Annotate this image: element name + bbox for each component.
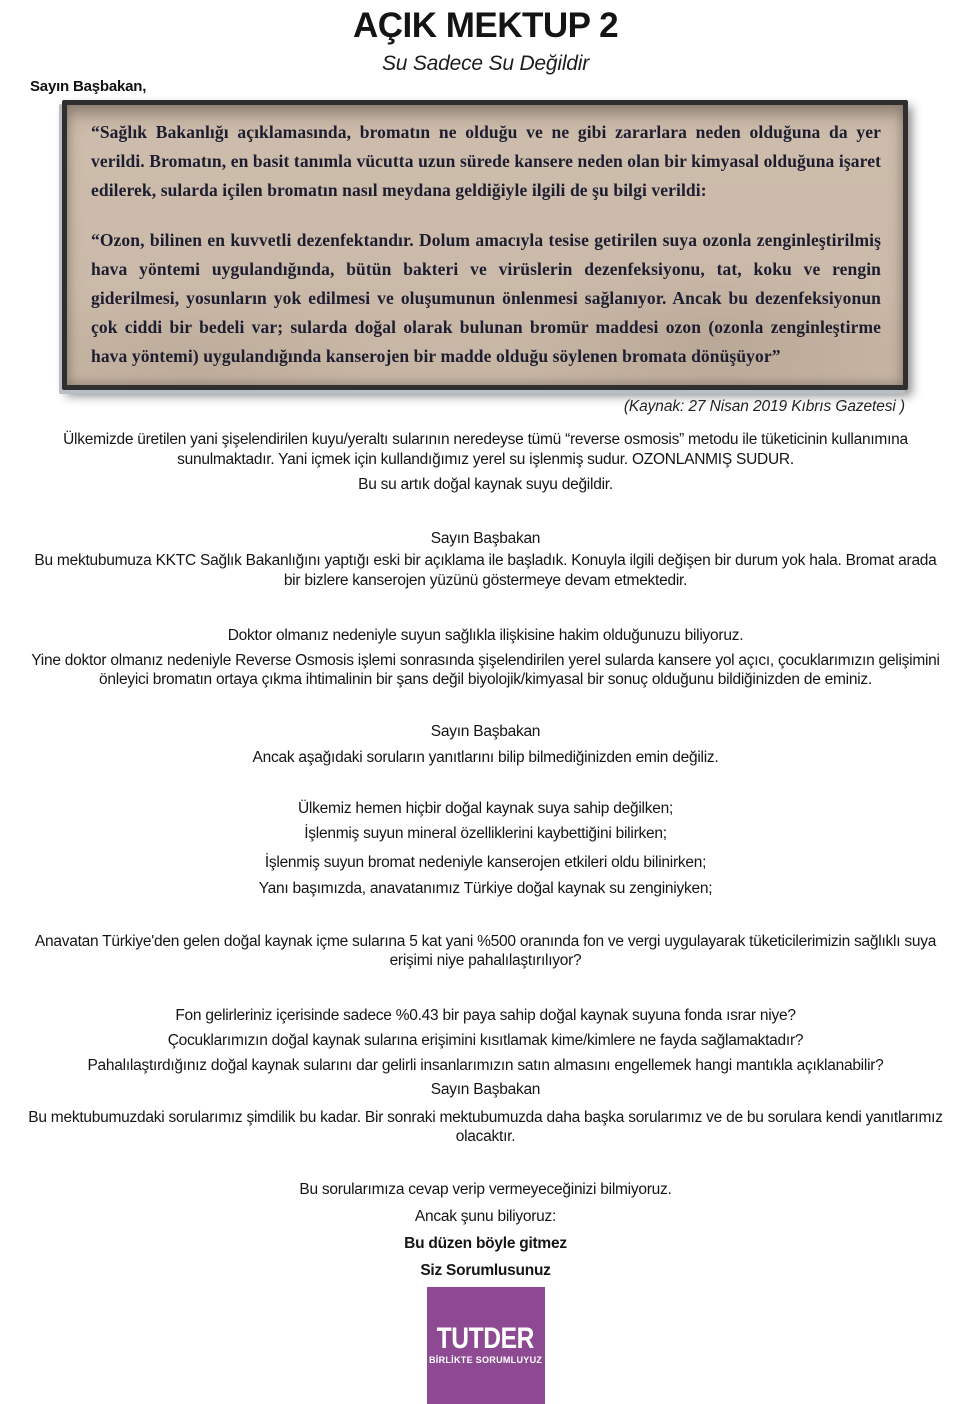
letter-paragraph: Bu su artık doğal kaynak suyu değildir. xyxy=(358,476,613,493)
letter-paragraph: Ancak aşağıdaki soruların yanıtlarını bilip bilmediğinizden emin değiliz. xyxy=(252,749,719,766)
sayin-basbakan-heading: Sayın Başbakan xyxy=(430,529,541,547)
page-subtitle: Su Sadece Su Değildir xyxy=(381,52,590,75)
letter-paragraph: Ülkemizde üretilen yani şişelendirilen kuyu/yeraltı sularının neredeyse tümü “reverse osmosis” metodu ile tüketicinin kullanımına sunulmaktadır. Yani içmek için kullandığımız yerel su işlenmiş sudur. OZONLANMIŞ SUDUR. xyxy=(63,431,908,468)
tutder-logo-tagline: BİRLİKTE SORUMLUYUZ xyxy=(428,1354,543,1366)
letter-paragraph: Ülkemiz hemen hiçbir doğal kaynak suya sahip değilken; xyxy=(297,799,674,817)
tutder-logo-text: TUTDER xyxy=(436,1321,535,1355)
sayin-basbakan-heading: Sayın Başbakan xyxy=(430,722,541,740)
letter-paragraph: İşlenmiş suyun bromat nedeniyle kanserojen etkileri oldu bilinirken; xyxy=(264,853,707,871)
salutation: Sayın Başbakan, xyxy=(30,78,147,95)
letter-paragraph: Yine doktor olmanız nedeniyle Reverse Osmosis işlemi sonrasında şişelendirilen yerel sularda kansere yol açıcı, çocuklarımızın gelişimini önleyici bromatın ortaya çıkma ihtimalinin bir şans değil biyolojik/kimyasal bir sonuç olduğunu bildiğinizden de eminiz. xyxy=(31,651,940,688)
letter-paragraph: Bu mektubumuzdaki sorularımız şimdilik bu kadar. Bir sonraki mektubumuzda daha başka sorularımız ve de bu sorulara kendi yanıtlarımız olacaktır. xyxy=(28,1108,943,1145)
letter-paragraph: Bu sorularımıza cevap verip vermeyeceğinizi bilmiyoruz. xyxy=(299,1180,672,1198)
letter-footer xyxy=(0,1287,971,1404)
page-title: AÇIK MEKTUP 2 xyxy=(352,6,619,45)
letter-body xyxy=(28,430,943,1281)
quote-source: (Kaynak: 27 Nisan 2019 Kıbrıs Gazetesi ) xyxy=(623,398,905,415)
letter-paragraph: Fon gelirleriniz içerisinde sadece %0.43 bir paya sahip doğal kaynak suyuna fonda ısrar niye? xyxy=(175,1006,796,1024)
letter-paragraph: Bu mektubumuza KKTC Sağlık Bakanlığını yaptığı eski bir açıklama ile başladık. Konuyla ilgili değişen bir durum yok hala. Bromat arada bir bizlere kanserojen yüzünü göstermeye devam etmektedir. xyxy=(34,552,937,589)
quote-paragraph-1: “Sağlık Bakanlığı açıklamasında, bromatın ne olduğu ve ne gibi zararlara neden olduğuna da yer verildi. Bromatın, en basit tanımla vücutta uzun sürede kansere neden olan bir kimyasal olduğuna işaret edilerek, sularda içilen bromatın nasıl meydana geldiğiyle ilgili de şu bilgi verildi: xyxy=(91,122,881,200)
letter-paragraph: Anavatan Türkiye'den gelen doğal kaynak içme sularına 5 kat yani %500 oranında fon ve vergi uygulayarak tüketicilerimizin sağlıklı suya erişimi niye pahalılaştırılıyor? xyxy=(34,932,937,969)
letter-paragraph: İşlenmiş suyun mineral özelliklerini kaybettiğini bilirken; xyxy=(304,825,667,842)
closing-statement: Siz Sorumlusunuz xyxy=(420,1262,551,1279)
letter-paragraph: Pahalılaştırdığınız doğal kaynak sularını dar gelirli insanlarımızın satın almasını engellemek hangi mantıkla açıklanabilir? xyxy=(87,1056,884,1074)
newspaper-quote-image xyxy=(62,100,908,390)
letter-paragraph: Çocuklarımızın doğal kaynak sularına erişimini kısıtlamak kime/kimlere ne fayda sağlamaktadır? xyxy=(167,1032,804,1049)
quote-paragraph-2: “Ozon, bilinen en kuvvetli dezenfektandır. Dolum amacıyla tesise getirilen suya ozonla zenginleştirilmiş hava yöntemi uygulandığında, bütün bakteri ve virüslerin dezenfeksiyonu, tat, koku ve rengin giderilmesi, yosunların yok edilmesi ve oluşumunun önlenmesi sağlanıyor. Ancak bu dezenfeksiyonun çok ciddi bir bedeli var; sularda doğal olarak bulunan bromür maddesi ozon (ozonla zenginleştirme hava yöntemi) uygulandığında kanserojen bir madde olduğu söylenen bromata dönüşüyor” xyxy=(91,230,881,366)
tutder-logo xyxy=(427,1287,545,1404)
open-letter-page xyxy=(0,6,971,1366)
closing-statement: Bu düzen böyle gitmez xyxy=(404,1234,567,1252)
letter-paragraph: Yanı başımızda, anavatanımız Türkiye doğal kaynak su zenginiyken; xyxy=(258,880,713,897)
letter-paragraph: Doktor olmanız nedeniyle suyun sağlıkla ilişkisine hakim olduğunuzu biliyoruz. xyxy=(227,627,744,644)
sayin-basbakan-heading: Sayın Başbakan xyxy=(430,1081,541,1098)
letter-paragraph: Ancak şunu biliyoruz: xyxy=(414,1208,557,1225)
